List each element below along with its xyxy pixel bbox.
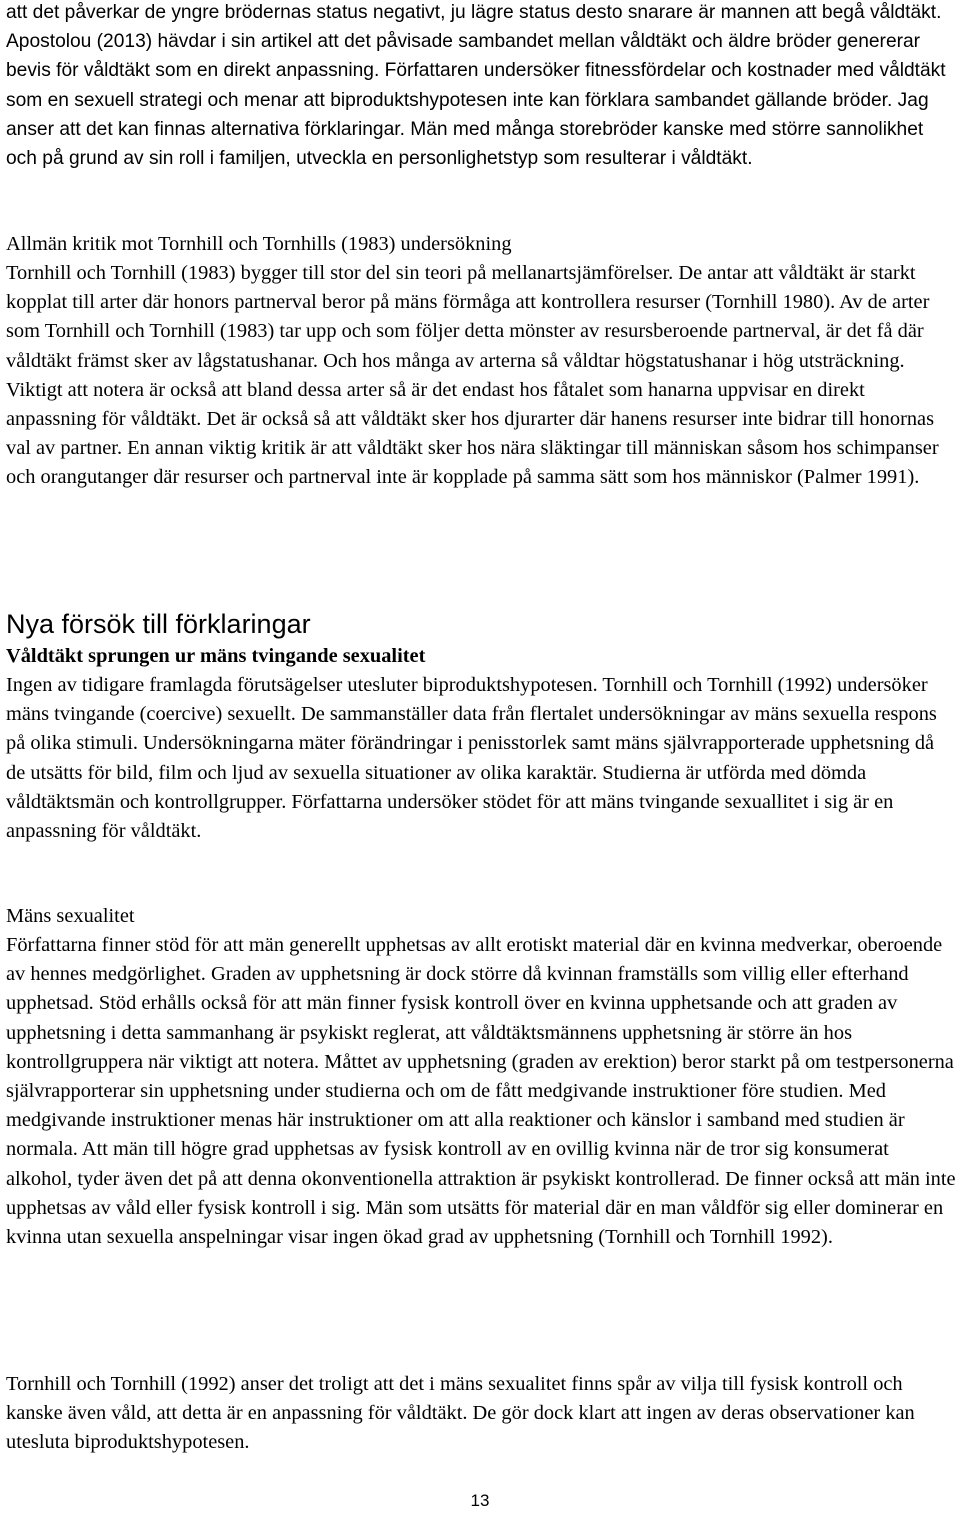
intro-paragraph: att det påverkar de yngre brödernas status negativt, ju lägre status desto snarare är mannen att begå våldtäkt. Apostolou (2013) hävdar i sin artikel att det påvisade sambandet mellan våldtäkt och äldre bröder genererar bevis för våldtäkt som en direkt anpassning. Författaren undersöker fitnessfördelar och kostnader med våldtäkt som en sexuell strategi och menar att biproduktshypotesen inte kan förklara sambandet gällande bröder. Jag anser att det kan finnas alternativa förklaringar. Män med många storebröder kanske med större sannolikhet och på grund av sin roll i familjen, utveckla en personlighetstyp som resulterar i våldtäkt. bbox=[6, 2, 946, 170]
sexuality-heading: Mäns sexualitet bbox=[6, 905, 135, 927]
closing-paragraph: Tornhill och Tornhill (1992) anser det troligt att det i mäns sexualitet finns spår av vilja till fysisk kontroll och kanske även våld, att detta är en anpassning för våldtäkt. De gör dock klart att ingen av deras observationer kan utesluta biproduktshypotesen. bbox=[6, 1373, 915, 1454]
subsection-paragraph: Ingen av tidigare framlagda förutsägelser utesluter biproduktshypotesen. Tornhill och Tornhill (1992) undersöker mäns tvingande (coercive) sexuellt. De sammanställer data från flertalet undersökningar av mäns sexuella respons på olika stimuli. Undersökningarna mäter förändringar i penisstorlek samt mäns självrapporterade upphetsning då de utsätts för bild, film och ljud av sexuella situationer av olika karaktär. Studierna är utförda med dömda våldtäktsmän och kontrollgrupper. Författarna undersöker stödet för att mäns tvingande sexuallitet i sig är en anpassning för våldtäkt. bbox=[6, 674, 937, 843]
section-heading: Nya försök till förklaringar bbox=[6, 609, 311, 639]
page-number: 13 bbox=[470, 1491, 490, 1510]
critique-paragraph: Tornhill och Tornhill (1983) bygger till stor del sin teori på mellanartsjämförelser. De antar att våldtäkt är starkt kopplat till arter där honors partnerval beror på mäns förmåga att kontrollera resurser (Tornhill 1980). Av de arter som Tornhill och Tornhill (1983) tar upp och som följer detta mönster av resursberoende partnerval, är det få där våldtäkt främst sker av lågstatushanar. Och hos många av arterna så våldtar högstatushanar i hög utsträckning. Viktigt att notera är också att bland dessa arter så är det endast hos fåtalet som hanarna uppvisar en direkt anpassning för våldtäkt. Det är också så att våldtäkt sker hos djurarter där hanens resurser inte bidrar till honornas val av partner. En annan viktig kritik är att våldtäkt sker hos nära släktingar till människan såsom hos schimpanser och orangutanger där resurser och partnerval inte är kopplade på samma sätt som hos människor (Palmer 1991). bbox=[6, 262, 939, 489]
sexuality-paragraph: Författarna finner stöd för att män generellt upphetsas av allt erotiskt material där en kvinna medverkar, oberoende av hennes medgörlighet. Graden av upphetsning är dock större då kvinnan framställs som villig eller efterhand upphetsad. Stöd erhålls också för att män finner fysisk kontroll över en kvinna upphetsande och att graden av upphetsning i detta sammanhang är psykiskt reglerat, att våldtäktsmännens upphetsning är större än hos kontrollgruppera när viktigt att notera. Måttet av upphetsning (graden av erektion) beror starkt på om testpersonerna självrapporterar sin upphetsning under studierna och om de fått medgivande instruktioner före studien. Med medgivande instruktioner menas här instruktioner om att alla reaktioner och känslor i samband med studien är normala. Att män till högre grad upphetsas av fysisk kontroll av en ovillig kvinna när de tror sig konsumerat alkohol, tyder även det på att denna okonventionella attraktion är psykiskt kontrollerad. De finner också att män inte upphetsas av våld eller fysisk kontroll i sig. Män som utsätts för material där en man våldför sig eller dominerar en kvinna utan sexuella anspelningar visar ingen ökad grad av upphetsning (Tornhill och Tornhill 1992). bbox=[6, 934, 956, 1249]
subsection-heading: Våldtäkt sprungen ur mäns tvingande sexualitet bbox=[6, 645, 426, 667]
critique-heading: Allmän kritik mot Tornhill och Tornhills (1983) undersökning bbox=[6, 233, 512, 255]
